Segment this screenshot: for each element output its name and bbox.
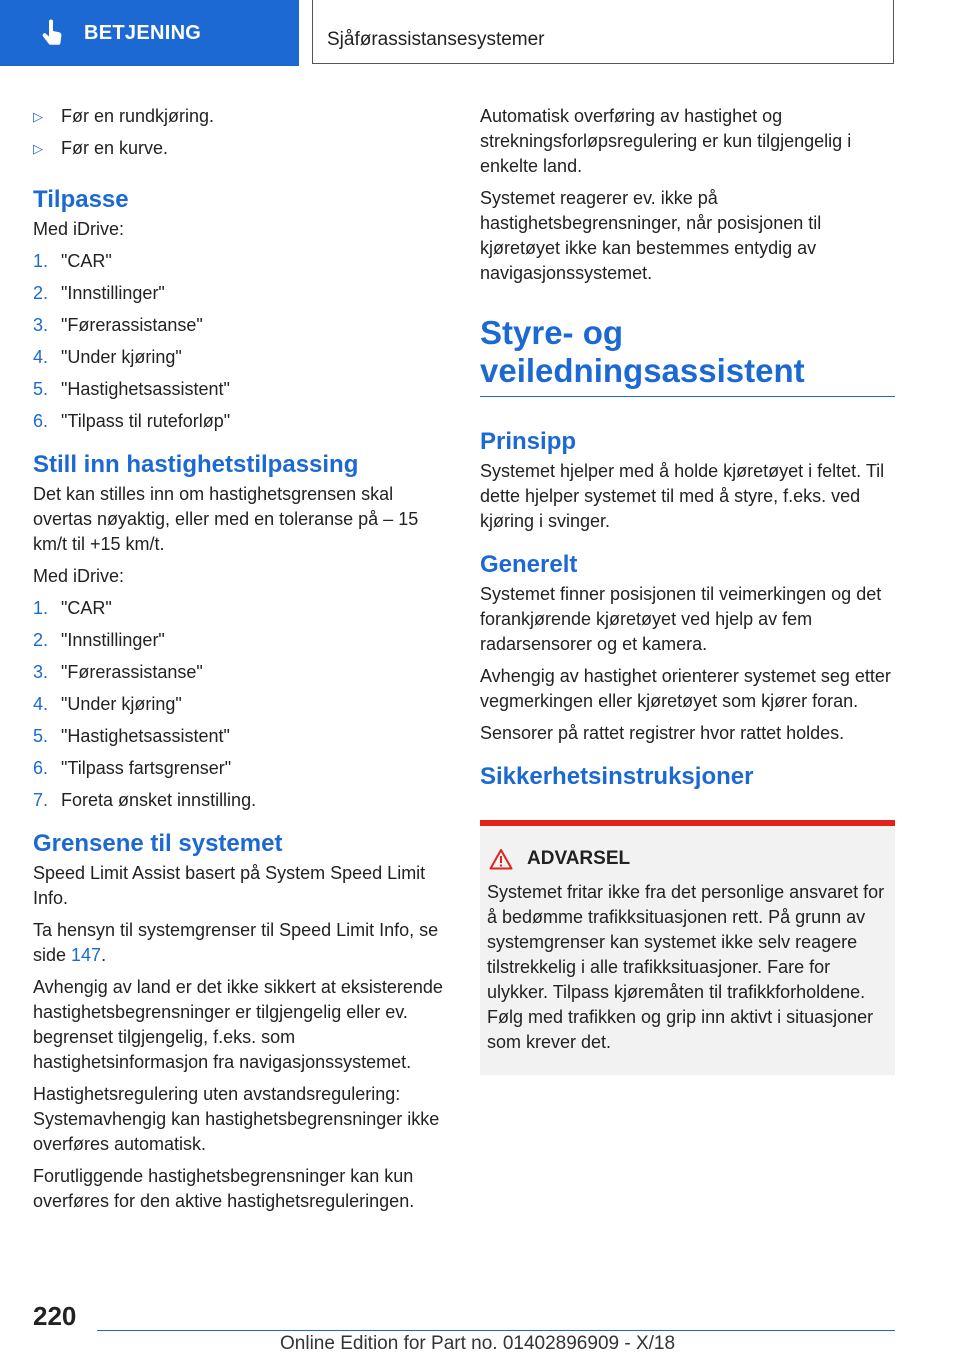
paragraph: Systemet finner posisjonen til veimerkingen og det forankjørende kjøretøyet ved hjelp av fem radarsensorer og et kamera. — [480, 584, 882, 654]
page-link[interactable]: 147 — [71, 945, 102, 965]
triangle-bullet-icon: ▷ — [33, 109, 43, 124]
step-text: "Hastighetsassistent" — [61, 726, 230, 746]
step-item — [33, 249, 445, 274]
step-item — [33, 692, 445, 717]
step-item — [33, 660, 445, 685]
paragraph-text: Ta hensyn til systemgrenser til Speed Limit Info, se side — [33, 920, 439, 965]
warning-title-text: ADVARSEL — [527, 848, 631, 869]
step-text: "Førerassistanse" — [61, 662, 203, 682]
step-text: "Hastighetsassistent" — [61, 379, 230, 399]
paragraph: Speed Limit Assist basert på System Speed Limit Info. — [33, 863, 426, 908]
step-number: 5. — [33, 726, 49, 746]
step-number: 7. — [33, 790, 49, 810]
chapter-title-line: veiledningsassistent — [480, 352, 805, 389]
chapter-title — [480, 314, 895, 390]
footer-edition: Online Edition for Part no. 01402896909 - X/18 — [280, 1333, 676, 1354]
step-number: 2. — [33, 630, 49, 650]
step-text: "Tilpass fartsgrenser" — [61, 758, 232, 778]
step-item — [33, 788, 445, 813]
chapter-divider — [480, 396, 895, 397]
hand-pointer-icon — [38, 18, 68, 48]
step-text: "Under kjøring" — [61, 347, 182, 367]
section-title: Sjåførassistansesystemer — [327, 29, 545, 50]
step-text: "CAR" — [61, 251, 112, 271]
heading-grensene: Grensene til systemet — [33, 830, 283, 857]
paragraph-text: . — [101, 945, 107, 965]
bullet-text: Før en rundkjøring. — [61, 106, 215, 126]
step-text: "Innstillinger" — [61, 630, 165, 650]
warning-title — [487, 848, 888, 870]
warning-text: Systemet fritar ikke fra det personlige ansvaret for å bedømme trafikksituasjonen rett. På grunn av systemgrenser kan systemet ikke selv reagere tilstrekkelig i alle trafikksituasjoner. Fare for ulykker. Tilpass kjøremåten til trafikkforholdene. Følg med trafikken og grip inn aktivt i situasjoner som krever det. — [487, 882, 885, 1052]
step-number: 2. — [33, 283, 49, 303]
step-item — [33, 756, 445, 781]
step-item — [33, 345, 445, 370]
paragraph: Avhengig av hastighet orienterer systemet seg etter vegmerkingen eller kjøretøyet som kjører foran. — [480, 666, 891, 711]
step-number: 1. — [33, 598, 49, 618]
warning-box — [480, 820, 895, 1075]
warning-triangle-icon — [489, 848, 513, 870]
step-text: "Førerassistanse" — [61, 315, 203, 335]
step-text: "Under kjøring" — [61, 694, 182, 714]
chapter-tab-label: BETJENING — [84, 21, 202, 44]
triangle-bullet-icon: ▷ — [33, 141, 43, 156]
bullet-item — [33, 104, 445, 129]
step-number: 1. — [33, 251, 49, 271]
heading-generelt: Generelt — [480, 551, 578, 578]
left-column — [33, 104, 445, 1221]
intro-text: Med iDrive: — [33, 566, 125, 586]
step-text: "Tilpass til ruteforløp" — [61, 411, 231, 431]
step-item — [33, 313, 445, 338]
step-item — [33, 409, 445, 434]
paragraph: Systemet hjelper med å holde kjøretøyet i feltet. Til dette hjelper systemet til med å styre, f.eks. ved kjøring i svinger. — [480, 461, 885, 531]
step-item — [33, 377, 445, 402]
paragraph: Systemet reagerer ev. ikke på hastighetsbegrensninger, når posisjonen til kjøretøyet ikke kan bestemmes entydig av navigasjonssystemet. — [480, 188, 822, 283]
section-title-box — [312, 0, 894, 64]
step-number: 5. — [33, 379, 49, 399]
step-text: "Innstillinger" — [61, 283, 165, 303]
steps-list-still-inn — [33, 596, 445, 813]
step-text: "CAR" — [61, 598, 112, 618]
chapter-tab[interactable] — [0, 0, 299, 66]
heading-tilpasse: Tilpasse — [33, 186, 129, 213]
paragraph: Forutliggende hastighetsbegrensninger kan kun overføres for den aktive hastighetsreguleringen. — [33, 1166, 415, 1211]
paragraph — [33, 918, 445, 968]
paragraph: Avhengig av land er det ikke sikkert at eksisterende hastighetsbegrensninger er tilgjengelig eller ev. begrenset tilgjengelig, f.eks. som hastighetsinformasjon fra navigasjonssystemet. — [33, 977, 443, 1072]
bullet-item — [33, 136, 445, 161]
page-header — [0, 0, 960, 66]
page-number: 220 — [33, 1301, 77, 1331]
chapter-title-line: Styre- og — [480, 314, 624, 351]
intro-text: Med iDrive: — [33, 219, 125, 239]
heading-prinsipp: Prinsipp — [480, 428, 577, 455]
step-item — [33, 281, 445, 306]
footer-divider — [97, 1330, 895, 1331]
step-number: 6. — [33, 758, 49, 778]
step-item — [33, 596, 445, 621]
step-number: 6. — [33, 411, 49, 431]
step-number: 4. — [33, 694, 49, 714]
bullet-text: Før en kurve. — [61, 138, 169, 158]
right-column — [480, 104, 895, 1075]
step-item — [33, 724, 445, 749]
step-number: 3. — [33, 662, 49, 682]
steps-list-tilpasse — [33, 249, 445, 434]
step-text: Foreta ønsket innstilling. — [61, 790, 257, 810]
step-number: 3. — [33, 315, 49, 335]
step-item — [33, 628, 445, 653]
heading-sikkerhet: Sikkerhetsinstruksjoner — [480, 763, 754, 790]
paragraph: Automatisk overføring av hastighet og strekningsforløpsregulering er kun tilgjengelig i enkelte land. — [480, 106, 852, 176]
paragraph: Sensorer på rattet registrer hvor rattet holdes. — [480, 723, 845, 743]
paragraph: Det kan stilles inn om hastighetsgrensen skal overtas nøyaktig, eller med en toleranse på – 15 km/t til +15 km/t. — [33, 484, 419, 554]
heading-still-inn: Still inn hastighetstilpassing — [33, 451, 359, 478]
paragraph: Hastighetsregulering uten avstandsregulering: Systemavhengig kan hastighetsbegrensninger ikke overføres automatisk. — [33, 1084, 440, 1154]
step-number: 4. — [33, 347, 49, 367]
